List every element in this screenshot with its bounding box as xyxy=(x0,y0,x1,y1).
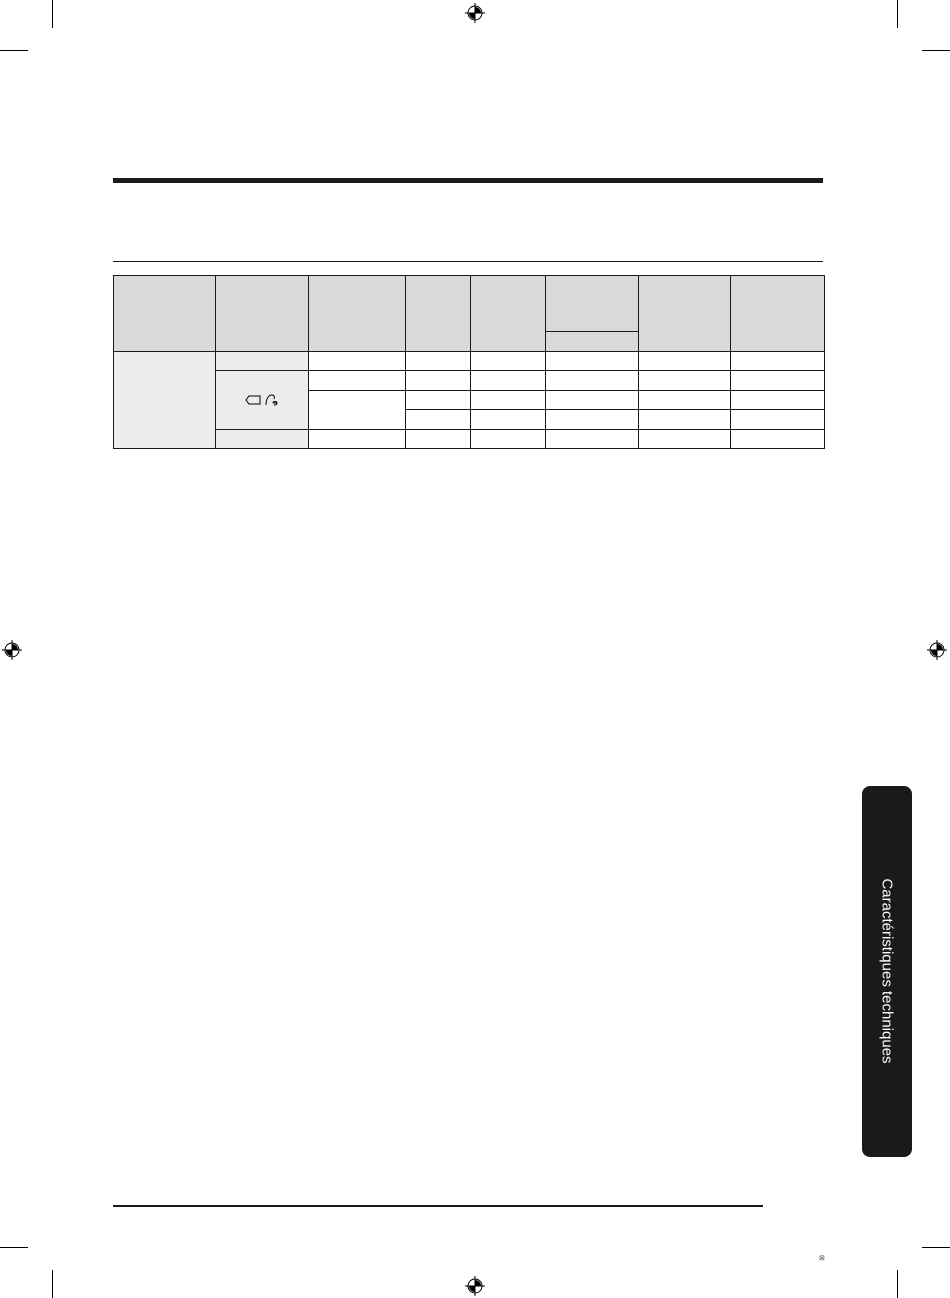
crop-mark xyxy=(52,1270,53,1298)
table-cell xyxy=(471,410,546,430)
table-cell xyxy=(731,391,825,410)
table-cell xyxy=(309,430,406,449)
crop-mark xyxy=(897,0,898,28)
tray-icon xyxy=(245,395,261,405)
table-cell xyxy=(639,410,731,430)
header-rule xyxy=(113,178,823,183)
table-cell xyxy=(309,391,406,430)
table-cell xyxy=(639,430,731,449)
registration-mark-icon xyxy=(927,640,947,660)
registration-mark-icon xyxy=(465,3,485,23)
table-cell xyxy=(546,430,639,449)
crop-mark xyxy=(897,1270,898,1298)
table-header-cell xyxy=(309,276,406,352)
page-marker: ⊠ xyxy=(819,1255,825,1262)
table-cell xyxy=(216,371,309,430)
crop-mark xyxy=(0,50,28,51)
table-cell xyxy=(406,430,471,449)
table-header-cell xyxy=(406,276,471,352)
table-cell xyxy=(639,391,731,410)
table-cell xyxy=(546,371,639,391)
table-header-cell xyxy=(639,276,731,352)
table-cell xyxy=(406,371,471,391)
table-cell xyxy=(546,391,639,410)
registration-mark-icon xyxy=(465,1276,485,1296)
crop-mark xyxy=(922,50,950,51)
table-header-cell xyxy=(546,332,639,352)
spec-table xyxy=(113,275,825,449)
table-header-cell xyxy=(114,276,216,352)
table-cell xyxy=(471,371,546,391)
table-cell xyxy=(471,352,546,371)
table-cell xyxy=(406,352,471,371)
table-cell xyxy=(216,430,309,449)
footer-rule xyxy=(113,1205,763,1207)
table-header-cell xyxy=(216,276,309,352)
table-header-cell xyxy=(471,276,546,352)
crop-mark xyxy=(922,1247,950,1248)
table-cell xyxy=(731,352,825,371)
table-row xyxy=(114,371,825,391)
table-cell xyxy=(114,352,216,449)
table-cell xyxy=(731,371,825,391)
table-cell xyxy=(309,352,406,371)
section-rule xyxy=(113,261,823,262)
table-cell xyxy=(471,430,546,449)
table-header-cell xyxy=(731,276,825,352)
table-cell xyxy=(731,410,825,430)
registration-mark-icon xyxy=(2,640,22,660)
crop-mark xyxy=(0,1247,28,1248)
crop-mark xyxy=(52,0,53,28)
table-cell xyxy=(216,352,309,371)
table-row xyxy=(114,352,825,371)
table-cell xyxy=(546,352,639,371)
table-header-cell xyxy=(546,276,639,332)
steam-symbol-icon xyxy=(265,394,279,406)
table-cell xyxy=(639,371,731,391)
table-cell xyxy=(471,391,546,410)
table-cell xyxy=(731,430,825,449)
table-cell xyxy=(406,391,471,410)
table-cell xyxy=(546,410,639,430)
table-row xyxy=(114,430,825,449)
table-cell xyxy=(309,371,406,391)
side-tab-label: Caractéristiques techniques xyxy=(878,878,896,1064)
table-cell xyxy=(406,410,471,430)
table-cell xyxy=(639,352,731,371)
